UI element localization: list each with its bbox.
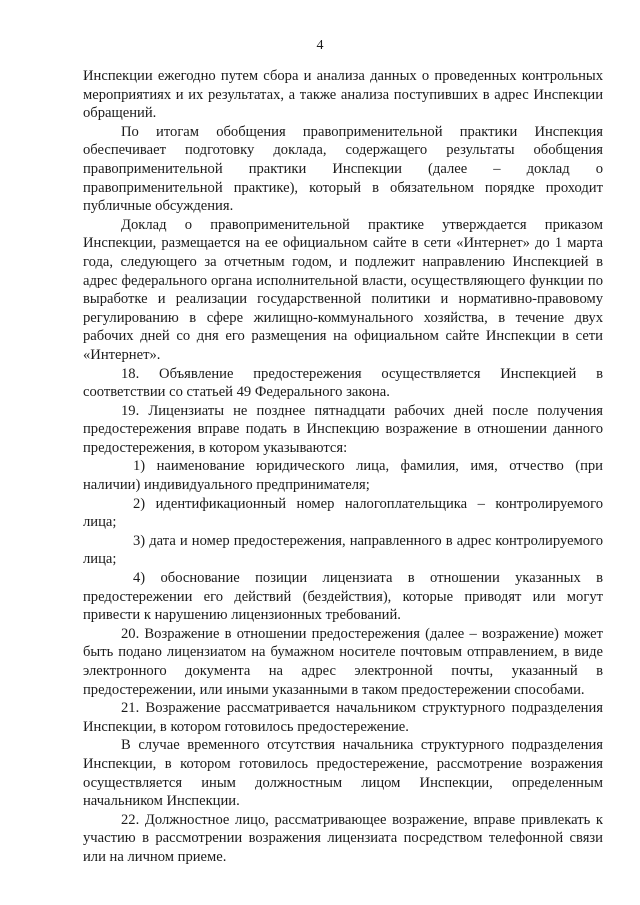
document-body — [83, 67, 603, 867]
subitem-19-4: 4) обоснование позиции лицензиата в отношении указанных в предостережении его действий (бездействия), которые приводят или могут привести к нарушению лицензионных требований. — [83, 570, 603, 624]
subitem-19-3: 3) дата и номер предостережения, направленного в адрес контролируемого лица; — [83, 532, 603, 568]
paragraph-item-20: 20. Возражение в отношении предостережения (далее – возражение) может быть подано лицензиатом на бумажном носителе почтовым отправлением, в виде электронного документа на адрес электронной почты, указанный в предостережении, или иными указанными в таком предостережении способами. — [83, 625, 603, 698]
paragraph-item-19: 19. Лицензиаты не позднее пятнадцати рабочих дней после получения предостережения вправе подать в Инспекцию возражение в отношении данного предостережения, в котором указываются: — [83, 402, 603, 456]
page-number: 4 — [316, 38, 324, 53]
paragraph-report-approval: Доклад о правоприменительной практике утверждается приказом Инспекции, размещается на ее официальном сайте в сети «Интернет» до 1 марта года, следующего за отчетным годом, и подлежит направлению Инспекцией в адрес федерального органа исполнительной власти, осуществляющего функции по выработке и реализации государственной политики и нормативно-правовому регулированию в сфере жилищно-коммунального хозяйства, в течение двух рабочих дней со дня его размещения на официальном сайте Инспекции в сети «Интернет». — [83, 216, 603, 363]
paragraph-item-21: 21. Возражение рассматривается начальником структурного подразделения Инспекции, в котором готовилось предостережение. — [83, 700, 603, 735]
subitem-19-2: 2) идентификационный номер налогоплательщика – контролируемого лица; — [83, 495, 603, 531]
subitem-19-1: 1) наименование юридического лица, фамилия, имя, отчество (при наличии) индивидуального предпринимателя; — [83, 458, 603, 494]
paragraph-report-preparation: По итогам обобщения правоприменительной практики Инспекция обеспечивает подготовку доклада, содержащего результаты обобщения правоприменительной практики Инспекции (далее – доклад о правоприменительной практике), который в обязательном порядке проходит публичные обсуждения. — [83, 123, 603, 215]
paragraph-continuation: Инспекции ежегодно путем сбора и анализа данных о проведенных контрольных мероприятиях и их результатах, а также анализа поступивших в адрес Инспекции обращений. — [83, 68, 603, 122]
paragraph-item-18: 18. Объявление предостережения осуществляется Инспекцией в соответствии со статьей 49 Федерального закона. — [83, 365, 603, 401]
paragraph-item-22: 22. Должностное лицо, рассматривающее возражение, вправе привлекать к участию в рассмотрении возражения лицензиата посредством телефонной связи или на личном приеме. — [83, 811, 603, 865]
paragraph-temporary-absence: В случае временного отсутствия начальника структурного подразделения Инспекции, в котором готовилось предостережение, рассмотрение возражения осуществляется иным должностным лицом Инспекции, определенным начальником Инспекции. — [83, 737, 603, 810]
